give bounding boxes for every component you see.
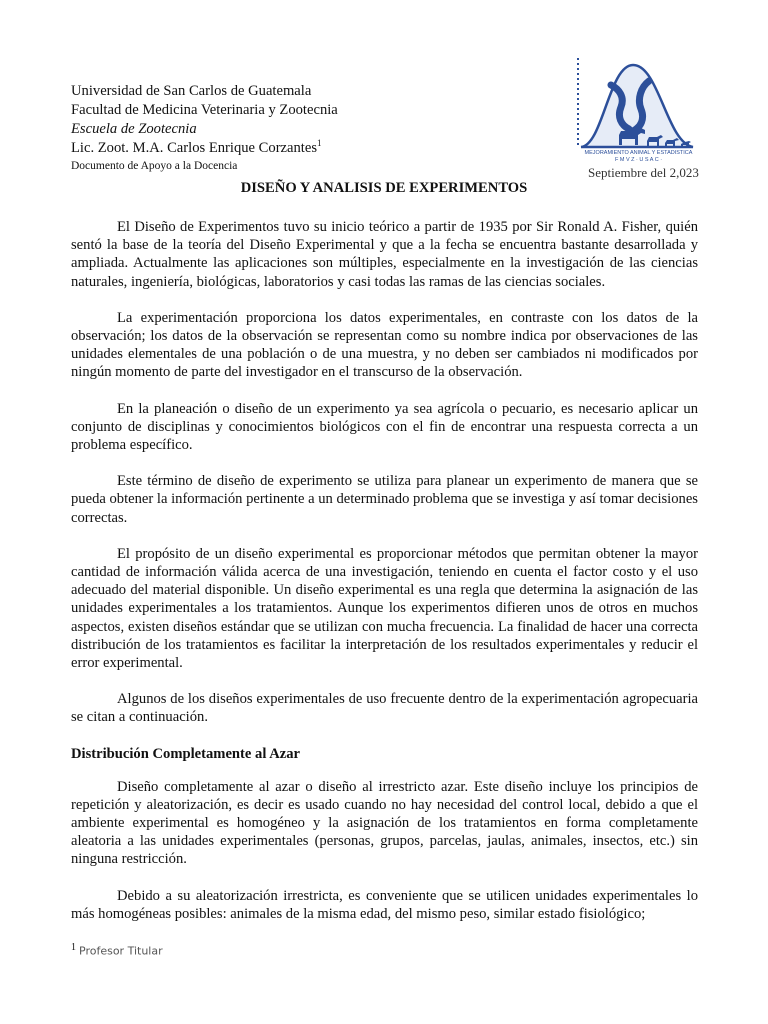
school-name: Escuela de Zootecnia [71, 121, 197, 137]
author-name: Lic. Zoot. M.A. Carlos Enrique Corzantes [71, 140, 318, 156]
logo-caption-line-2: F M V Z · U S A C · [614, 157, 663, 163]
paragraph-2: La experimentación proporciona los datos experimentales, en contraste con los datos de la observación; los datos de la observación se representan como su nombre indica por observaciones de las unidades elementales de una población o de una muestra, y no deben ser cambiados ni modificados por ningún momento de parte del investigador en el transcurso de la observación. [71, 309, 698, 381]
paragraph-5: El propósito de un diseño experimental es proporcionar métodos que permitan obtener la mayor cantidad de información válida acerca de una investigación, teniendo en cuenta el factor costo y el uso adecuado del material disponible. Un diseño experimental es una regla que determina la asignación de las unidades experimentales a los tratamientos. Aunque los experimentos difieren unos de otros en muchos aspectos, existen diseños estándar que se utilizan con mucha frecuencia. La finalidad de hacer una correcta distribución de los tratamientos es facilitar la interpretación de los resultados experimentales y reducir el error experimental. [71, 545, 698, 672]
document-date: Septiembre del 2,023 [588, 165, 699, 180]
document-header [71, 82, 491, 174]
logo-caption [581, 150, 696, 164]
author-footnote-mark: 1 [317, 138, 322, 149]
paragraph-1: El Diseño de Experimentos tuvo su inicio teórico a partir de 1935 por Sir Ronald A. Fisher, quién sentó la base de la teoría del Diseño Experimental y que a la fecha se encuentra bastante desarrollada y ampliada. Actualmente las aplicaciones son múltiples, especialmente en la investigación de las ciencias naturales, ingeniería, biológicas, laboratorios y casi todas las ramas de las ciencias sociales. [71, 219, 698, 290]
university-name: Universidad de San Carlos de Guatemala [71, 83, 312, 99]
author-line [71, 139, 491, 158]
footnote-text: Profesor Titular [79, 944, 163, 958]
document-type: Documento de Apoyo a la Docencia [71, 160, 238, 172]
section-heading: Distribución Completamente al Azar [71, 745, 301, 762]
logo-caption-line-1: MEJORAMIENTO ANIMAL Y ESTADISTICA [584, 150, 693, 156]
footnote-number: 1 [71, 942, 76, 953]
faculty-name: Facultad de Medicina Veterinaria y Zootecnia [71, 102, 338, 118]
document-body [71, 218, 698, 941]
section-paragraph-1: Diseño completamente al azar o diseño al irrestricto azar. Este diseño incluye los principios de repetición y aleatorización, es decir es usado cuando no hay necesidad del control local, debido a que el ambiente experimental es homogéneo y la asignación de los tratamientos en forma completamente aleatoria a las unidades experimentales (personas, grupos, parcelas, jaulas, animales, insectos, etc.) sin ninguna restricción. [71, 778, 698, 868]
paragraph-4: Este término de diseño de experimento se utiliza para planear un experimento de manera que se pueda obtener la información pertinente a un determinado problema que se investiga y así tomar decisiones correctas. [71, 473, 698, 526]
paragraph-3: En la planeación o diseño de un experimento ya sea agrícola o pecuario, es necesario aplicar un conjunto de disciplinas y conocimientos biológicos con el fin de encontrar una respuesta correcta a un problema específico. [71, 400, 698, 454]
section-paragraph-2: Debido a su aleatorización irrestricta, es conveniente que se utilicen unidades experimentales lo más homogéneas posibles: animales de la misma edad, del mismo peso, similar estado fisiológico; [71, 887, 698, 922]
document-title: DISEÑO Y ANALISIS DE EXPERIMENTOS [240, 180, 528, 196]
paragraph-6: Algunos de los diseños experimentales de uso frecuente dentro de la experimentación agropecuaria se citan a continuación. [71, 691, 698, 726]
footnote [71, 942, 163, 958]
